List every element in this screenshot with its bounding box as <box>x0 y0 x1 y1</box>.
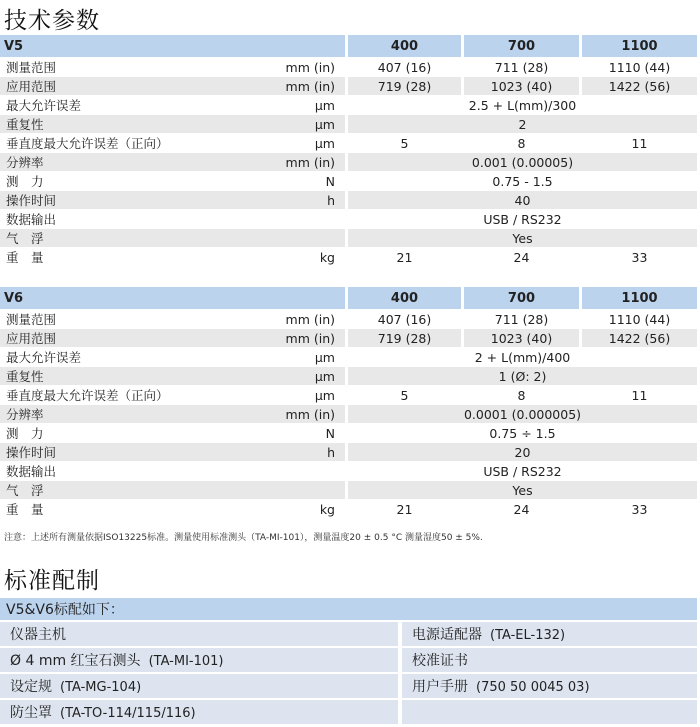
spec-value: 5 <box>345 386 461 404</box>
spec-row <box>0 115 697 133</box>
spec-row <box>0 424 697 442</box>
spec-value: 407 (16) <box>345 58 461 76</box>
spec-unit: N <box>325 173 335 189</box>
spec-row <box>0 96 697 114</box>
accessory-code: (TA-TO-114/115/116) <box>60 706 196 721</box>
spec-label: 操作时间 <box>0 191 226 209</box>
accessory-code: (TA-MI-101) <box>148 654 224 669</box>
spec-label: 分辨率 <box>0 405 226 423</box>
spec-section-title: 技术参数 <box>4 8 100 34</box>
column-header: 700 <box>461 287 579 309</box>
spec-unit: mm (in) <box>285 59 335 75</box>
spec-row <box>0 481 697 499</box>
spec-value: 1422 (56) <box>579 329 697 347</box>
spec-label: 垂直度最大允许误差（正向） <box>6 136 169 151</box>
spec-unit: h <box>226 443 345 461</box>
spec-unit: mm (in) <box>226 405 345 423</box>
spec-value: 8 <box>461 134 579 152</box>
spec-row <box>0 77 697 95</box>
spec-row <box>0 348 697 366</box>
spec-unit: μm <box>314 135 335 151</box>
spec-row <box>0 153 697 171</box>
spec-unit <box>226 210 345 228</box>
spec-value: 1422 (56) <box>579 77 697 95</box>
spec-unit: h <box>226 191 345 209</box>
accessory-code: (750 50 0045 03) <box>476 680 590 695</box>
spec-value: 33 <box>579 500 697 518</box>
spec-label: 气 浮 <box>0 229 226 247</box>
spec-unit <box>226 481 345 499</box>
column-header: 400 <box>345 35 461 57</box>
spec-unit: μm <box>314 97 335 113</box>
spec-row <box>0 172 697 190</box>
accessory-code: (TA-EL-132) <box>490 628 566 643</box>
accessory-row <box>0 648 697 672</box>
spec-unit: μm <box>226 115 345 133</box>
spec-row <box>0 210 697 228</box>
spec-label: 测量范围 <box>6 312 57 327</box>
accessory-section-title: 标准配制 <box>4 568 100 594</box>
spec-label: 测 力 <box>6 426 44 441</box>
accessory-cell <box>0 622 398 646</box>
spec-unit: N <box>325 425 335 441</box>
spec-unit: kg <box>319 249 335 265</box>
accessory-name: 防尘罩 <box>10 705 52 721</box>
spec-value: 407 (16) <box>345 310 461 328</box>
spec-value: 5 <box>345 134 461 152</box>
spec-row <box>0 405 697 423</box>
spec-value: USB / RS232 <box>345 210 697 228</box>
footnote: 注意：上述所有测量依据ISO13225标准。测量使用标准测头（TA-MI-101），测量温度20 ± 0.5 °C 测量湿度50 ± 5%. <box>4 533 483 543</box>
spec-label: 应用范围 <box>0 329 226 347</box>
accessory-cell <box>0 674 398 698</box>
spec-unit: μm <box>226 367 345 385</box>
spec-label: 应用范围 <box>0 77 226 95</box>
spec-value: 711 (28) <box>461 58 579 76</box>
spec-value: 2 + L(mm)/400 <box>345 348 697 366</box>
spec-value: 719 (28) <box>345 77 461 95</box>
accessory-header-row <box>0 598 697 620</box>
spec-label: 分辨率 <box>0 153 226 171</box>
accessory-table <box>0 596 697 726</box>
spec-value: 1023 (40) <box>461 329 579 347</box>
spec-value: 11 <box>579 386 697 404</box>
column-header: 700 <box>461 35 579 57</box>
table-header-row <box>0 287 697 309</box>
spec-value: USB / RS232 <box>345 462 697 480</box>
spec-unit: mm (in) <box>285 311 335 327</box>
spec-unit: μm <box>314 349 335 365</box>
spec-row <box>0 58 697 76</box>
spec-label: 数据输出 <box>6 464 57 479</box>
spec-table-v5 <box>0 34 697 267</box>
spec-label: 重 量 <box>6 502 44 517</box>
spec-label: 重 量 <box>6 250 44 265</box>
spec-label: 垂直度最大允许误差（正向） <box>6 388 169 403</box>
spec-value: 0.75 ÷ 1.5 <box>345 424 697 442</box>
spec-row <box>0 443 697 461</box>
spec-label: 操作时间 <box>0 443 226 461</box>
accessory-row <box>0 674 697 698</box>
column-header: 400 <box>345 287 461 309</box>
accessory-name: 设定规 <box>10 679 52 695</box>
spec-value: 2.5 + L(mm)/300 <box>345 96 697 114</box>
accessory-name: 用户手册 <box>412 679 468 695</box>
spec-value: 711 (28) <box>461 310 579 328</box>
accessory-row <box>0 700 697 724</box>
accessory-cell <box>0 700 398 724</box>
spec-table-v6 <box>0 286 697 519</box>
spec-value: 1110 (44) <box>579 310 697 328</box>
spec-value: 24 <box>461 500 579 518</box>
spec-label: 重复性 <box>0 367 226 385</box>
spec-row <box>0 134 697 152</box>
spec-value: 719 (28) <box>345 329 461 347</box>
header-spacer <box>226 287 345 309</box>
spec-value: 1110 (44) <box>579 58 697 76</box>
spec-value: 0.0001 (0.000005) <box>345 405 697 423</box>
spec-value: Yes <box>345 229 697 247</box>
accessory-name: 仪器主机 <box>10 627 66 643</box>
spec-label: 重复性 <box>0 115 226 133</box>
spec-value: Yes <box>345 481 697 499</box>
spec-row <box>0 191 697 209</box>
spec-unit: kg <box>319 501 335 517</box>
accessory-cell <box>398 674 697 698</box>
spec-unit <box>226 462 345 480</box>
spec-row <box>0 462 697 480</box>
column-header: 1100 <box>579 35 697 57</box>
model-label: V5 <box>0 35 226 57</box>
spec-value: 1 (Ø: 2) <box>345 367 697 385</box>
spec-row <box>0 229 697 247</box>
spec-value: 11 <box>579 134 697 152</box>
accessory-name: 电源适配器 <box>412 627 482 643</box>
spec-value: 1023 (40) <box>461 77 579 95</box>
column-header: 1100 <box>579 287 697 309</box>
spec-value: 20 <box>345 443 697 461</box>
accessory-cell <box>398 622 697 646</box>
spec-value: 24 <box>461 248 579 266</box>
spec-row <box>0 310 697 328</box>
spec-row <box>0 329 697 347</box>
accessory-cell <box>398 648 697 672</box>
accessory-cell <box>398 700 697 724</box>
spec-value: 0.75 - 1.5 <box>345 172 697 190</box>
accessory-name: Ø 4 mm 红宝石测头 <box>10 653 141 669</box>
spec-unit <box>226 229 345 247</box>
spec-value: 8 <box>461 386 579 404</box>
spec-unit: mm (in) <box>226 153 345 171</box>
spec-value: 21 <box>345 248 461 266</box>
accessory-code: (TA-MG-104) <box>60 680 142 695</box>
table-header-row <box>0 35 697 57</box>
accessory-header: V5&V6标配如下： <box>0 598 697 620</box>
spec-value: 21 <box>345 500 461 518</box>
spec-unit: μm <box>314 387 335 403</box>
spec-value: 40 <box>345 191 697 209</box>
spec-label: 最大允许误差 <box>6 350 82 365</box>
spec-row <box>0 500 697 518</box>
spec-label: 数据输出 <box>6 212 57 227</box>
spec-row <box>0 367 697 385</box>
spec-row <box>0 386 697 404</box>
spec-value: 33 <box>579 248 697 266</box>
spec-value: 2 <box>345 115 697 133</box>
spec-row <box>0 248 697 266</box>
header-spacer <box>226 35 345 57</box>
spec-unit: mm (in) <box>226 329 345 347</box>
spec-label: 最大允许误差 <box>6 98 82 113</box>
accessory-name: 校准证书 <box>412 653 468 669</box>
accessory-row <box>0 622 697 646</box>
spec-label: 气 浮 <box>0 481 226 499</box>
spec-label: 测 力 <box>6 174 44 189</box>
spec-unit: mm (in) <box>226 77 345 95</box>
spec-label: 测量范围 <box>6 60 57 75</box>
accessory-cell <box>0 648 398 672</box>
model-label: V6 <box>0 287 226 309</box>
spec-value: 0.001 (0.00005) <box>345 153 697 171</box>
